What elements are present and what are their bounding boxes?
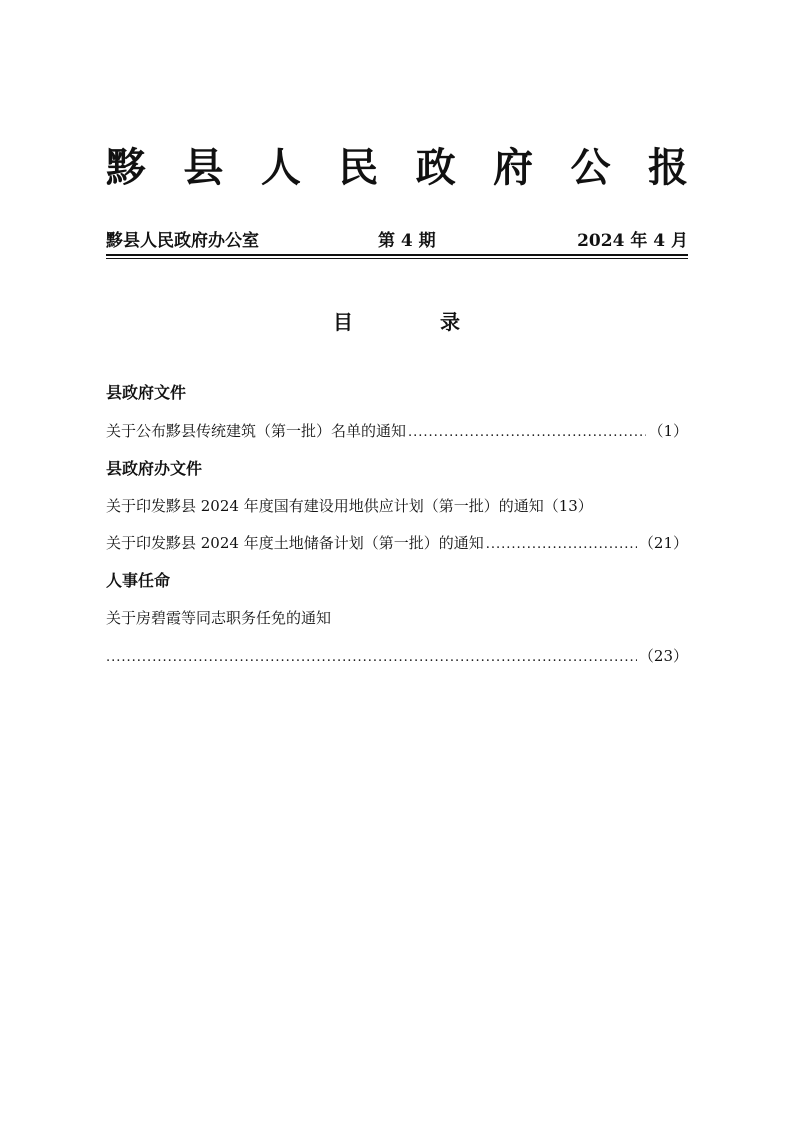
toc-entry[interactable]	[106, 495, 688, 516]
issue-number: 第 4 期	[378, 231, 436, 251]
masthead-char: 民	[338, 144, 379, 191]
masthead-char: 人	[260, 144, 301, 191]
toc-entry-title: 关于公布黟县传统建筑（第一批）名单的通知	[106, 422, 407, 440]
toc-entry-page: （1）	[648, 422, 688, 440]
toc-entry-page: （23）	[638, 647, 688, 665]
toc-entry-title: 关于房碧霞等同志职务任免的通知	[106, 609, 332, 627]
toc-entry-page: （21）	[638, 534, 688, 552]
toc-title: 目 录	[333, 310, 500, 334]
toc-section-heading: 县政府办文件	[106, 459, 203, 478]
issuing-office: 黟县人民政府办公室	[106, 231, 259, 251]
toc-entry-page: （13）	[543, 497, 593, 515]
toc-entry[interactable]	[106, 420, 688, 441]
header-rule-thin	[106, 258, 688, 259]
header-rule-thick	[106, 254, 688, 256]
toc-leader-dots	[106, 650, 637, 665]
toc-leader-dots	[408, 425, 646, 440]
toc-entry-continuation[interactable]	[106, 645, 688, 666]
masthead-char: 黟	[106, 144, 146, 191]
toc-leader-dots	[486, 537, 637, 552]
toc-entry[interactable]	[106, 607, 688, 628]
masthead-char: 公	[570, 144, 611, 191]
issue-date: 2024 年 4 月	[577, 231, 688, 251]
issue-meta-row	[106, 228, 688, 254]
masthead-char: 府	[493, 144, 534, 191]
toc-section-heading: 县政府文件	[106, 383, 187, 402]
toc-entry-title: 关于印发黟县 2024 年度国有建设用地供应计划（第一批）的通知	[106, 497, 544, 515]
masthead-char: 县	[183, 144, 224, 191]
toc-entry-title: 关于印发黟县 2024 年度土地储备计划（第一批）的通知	[106, 534, 484, 552]
toc-section-heading: 人事任命	[106, 571, 171, 590]
masthead-char: 报	[647, 144, 688, 191]
masthead-char: 政	[415, 144, 456, 191]
toc-entry[interactable]	[106, 532, 688, 553]
masthead-title	[106, 138, 688, 198]
